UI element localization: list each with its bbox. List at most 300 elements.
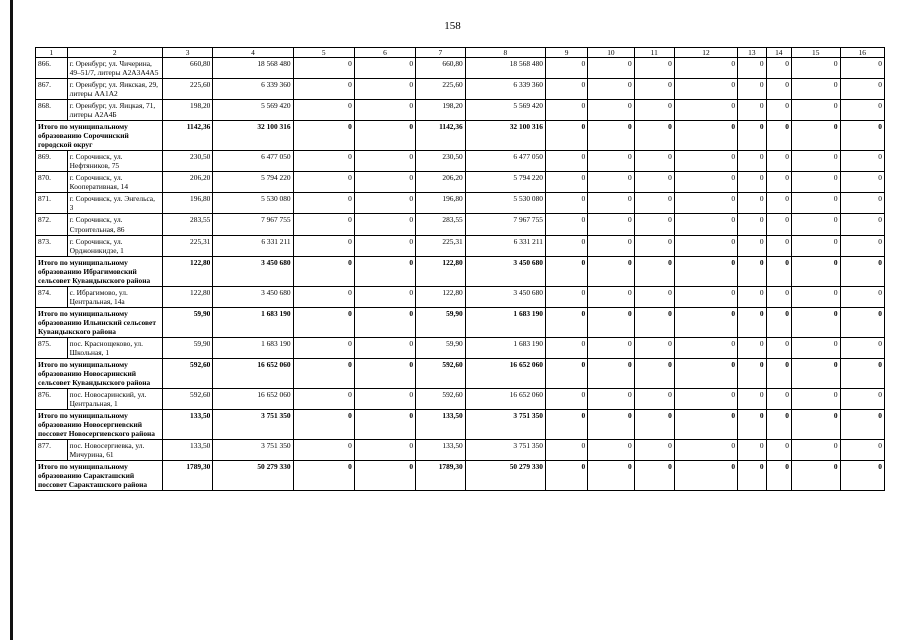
value-cell: 3 751 350 — [213, 410, 293, 440]
value-cell: 0 — [791, 440, 840, 461]
value-cell: 0 — [545, 286, 587, 307]
value-cell: 0 — [545, 121, 587, 151]
value-cell: 16 652 060 — [465, 389, 545, 410]
value-cell: 6 339 360 — [465, 79, 545, 100]
value-cell: 1 683 190 — [465, 337, 545, 358]
value-cell: 0 — [738, 286, 767, 307]
value-cell: 16 652 060 — [465, 358, 545, 388]
value-cell: 0 — [293, 286, 354, 307]
value-cell: 1789,30 — [416, 461, 466, 491]
value-cell: 0 — [293, 235, 354, 256]
value-cell: 122,80 — [162, 286, 213, 307]
column-header: 10 — [588, 48, 634, 58]
value-cell: 0 — [545, 358, 587, 388]
value-cell: 592,60 — [416, 389, 466, 410]
value-cell: 0 — [588, 410, 634, 440]
table-row — [36, 214, 885, 235]
value-cell: 0 — [766, 307, 791, 337]
subtotal-label: Итого по муниципальному образованию Новосергиевский поссовет Новосергиевского района — [36, 410, 163, 440]
subtotal-row — [36, 461, 885, 491]
value-cell: 1 683 190 — [465, 307, 545, 337]
value-cell: 0 — [791, 256, 840, 286]
address-cell: г. Сорочинск, ул. Орджоникидзе, 1 — [67, 235, 162, 256]
value-cell: 196,80 — [416, 193, 466, 214]
value-cell: 1 683 190 — [213, 337, 293, 358]
table-row — [36, 100, 885, 121]
value-cell: 0 — [293, 337, 354, 358]
value-cell: 0 — [766, 121, 791, 151]
value-cell: 32 100 316 — [213, 121, 293, 151]
value-cell: 0 — [588, 58, 634, 79]
value-cell: 0 — [674, 79, 737, 100]
value-cell: 0 — [293, 100, 354, 121]
table-row — [36, 389, 885, 410]
subtotal-label: Итого по муниципальному образованию Сорочинский городской округ — [36, 121, 163, 151]
column-header: 16 — [840, 48, 884, 58]
value-cell: 0 — [738, 307, 767, 337]
address-cell: г. Сорочинск, ул. Строительная, 86 — [67, 214, 162, 235]
value-cell: 16 652 060 — [213, 389, 293, 410]
address-cell: г. Оренбург, ул. Яицкая, 71, литеры А2А4Б — [67, 100, 162, 121]
value-cell: 0 — [545, 235, 587, 256]
value-cell: 3 751 350 — [465, 440, 545, 461]
value-cell: 59,90 — [162, 337, 213, 358]
column-header: 5 — [293, 48, 354, 58]
subtotal-row — [36, 121, 885, 151]
value-cell: 0 — [766, 193, 791, 214]
subtotal-row — [36, 256, 885, 286]
value-cell: 0 — [766, 389, 791, 410]
table-row — [36, 193, 885, 214]
value-cell: 0 — [354, 151, 415, 172]
value-cell: 0 — [545, 100, 587, 121]
value-cell: 0 — [738, 440, 767, 461]
value-cell: 0 — [588, 337, 634, 358]
value-cell: 0 — [766, 286, 791, 307]
value-cell: 0 — [634, 58, 674, 79]
table-row — [36, 79, 885, 100]
value-cell: 0 — [293, 193, 354, 214]
value-cell: 0 — [738, 79, 767, 100]
value-cell: 0 — [791, 58, 840, 79]
value-cell: 0 — [588, 79, 634, 100]
value-cell: 0 — [738, 389, 767, 410]
subtotal-label: Итого по муниципальному образованию Новосаринский сельсовет Кувандыкского района — [36, 358, 163, 388]
value-cell: 122,80 — [416, 286, 466, 307]
value-cell: 0 — [674, 440, 737, 461]
value-cell: 0 — [738, 121, 767, 151]
value-cell: 0 — [545, 193, 587, 214]
column-header: 2 — [67, 48, 162, 58]
subtotal-label: Итого по муниципальному образованию Ильинский сельсовет Кувандыкского района — [36, 307, 163, 337]
value-cell: 230,50 — [416, 151, 466, 172]
value-cell: 660,80 — [162, 58, 213, 79]
value-cell: 0 — [766, 151, 791, 172]
column-header: 1 — [36, 48, 68, 58]
row-number: 873. — [36, 235, 68, 256]
value-cell: 0 — [791, 307, 840, 337]
value-cell: 0 — [766, 358, 791, 388]
value-cell: 0 — [840, 235, 884, 256]
value-cell: 0 — [588, 100, 634, 121]
address-cell: г. Сорочинск, ул. Нефтяников, 75 — [67, 151, 162, 172]
value-cell: 0 — [840, 461, 884, 491]
value-cell: 0 — [588, 286, 634, 307]
value-cell: 6 477 050 — [213, 151, 293, 172]
value-cell: 0 — [840, 214, 884, 235]
value-cell: 0 — [634, 389, 674, 410]
value-cell: 0 — [766, 79, 791, 100]
value-cell: 0 — [588, 121, 634, 151]
value-cell: 3 450 680 — [465, 286, 545, 307]
value-cell: 6 331 211 — [213, 235, 293, 256]
table-row — [36, 58, 885, 79]
value-cell: 0 — [840, 121, 884, 151]
value-cell: 0 — [840, 358, 884, 388]
value-cell: 0 — [766, 410, 791, 440]
address-cell: г. Оренбург, ул. Чичерина, 49–51/7, литеры А2А3А4А5 — [67, 58, 162, 79]
value-cell: 0 — [791, 151, 840, 172]
value-cell: 592,60 — [162, 358, 213, 388]
row-number: 874. — [36, 286, 68, 307]
value-cell: 0 — [634, 440, 674, 461]
value-cell: 5 530 080 — [213, 193, 293, 214]
value-cell: 0 — [738, 58, 767, 79]
row-number: 877. — [36, 440, 68, 461]
value-cell: 0 — [588, 172, 634, 193]
column-header: 11 — [634, 48, 674, 58]
value-cell: 0 — [766, 461, 791, 491]
value-cell: 5 794 220 — [465, 172, 545, 193]
value-cell: 0 — [588, 151, 634, 172]
value-cell: 0 — [354, 389, 415, 410]
value-cell: 0 — [634, 214, 674, 235]
value-cell: 0 — [840, 100, 884, 121]
row-number: 869. — [36, 151, 68, 172]
value-cell: 0 — [674, 307, 737, 337]
value-cell: 0 — [738, 358, 767, 388]
value-cell: 0 — [738, 461, 767, 491]
value-cell: 0 — [545, 410, 587, 440]
value-cell: 0 — [674, 121, 737, 151]
value-cell: 283,55 — [162, 214, 213, 235]
address-cell: с. Ибрагимово, ул. Центральная, 14а — [67, 286, 162, 307]
table-body — [36, 58, 885, 491]
value-cell: 0 — [840, 193, 884, 214]
value-cell: 0 — [293, 389, 354, 410]
value-cell: 0 — [674, 461, 737, 491]
value-cell: 0 — [791, 235, 840, 256]
value-cell: 0 — [588, 461, 634, 491]
value-cell: 18 568 480 — [465, 58, 545, 79]
subtotal-label: Итого по муниципальному образованию Ибрагимовский сельсовет Кувандыкского района — [36, 256, 163, 286]
value-cell: 0 — [738, 100, 767, 121]
value-cell: 6 477 050 — [465, 151, 545, 172]
value-cell: 0 — [354, 286, 415, 307]
value-cell: 0 — [545, 79, 587, 100]
value-cell: 0 — [354, 337, 415, 358]
value-cell: 0 — [354, 172, 415, 193]
subtotal-row — [36, 410, 885, 440]
value-cell: 0 — [840, 307, 884, 337]
value-cell: 225,31 — [416, 235, 466, 256]
value-cell: 0 — [634, 461, 674, 491]
value-cell: 0 — [674, 410, 737, 440]
value-cell: 0 — [634, 410, 674, 440]
value-cell: 122,80 — [162, 256, 213, 286]
value-cell: 225,60 — [416, 79, 466, 100]
value-cell: 0 — [293, 307, 354, 337]
value-cell: 0 — [766, 235, 791, 256]
subtotal-row — [36, 358, 885, 388]
value-cell: 0 — [588, 358, 634, 388]
value-cell: 0 — [840, 337, 884, 358]
value-cell: 0 — [545, 389, 587, 410]
value-cell: 0 — [588, 235, 634, 256]
value-cell: 0 — [791, 79, 840, 100]
value-cell: 0 — [634, 100, 674, 121]
address-cell: г. Оренбург, ул. Яикская, 29, литеры АА1А2 — [67, 79, 162, 100]
value-cell: 0 — [634, 286, 674, 307]
value-cell: 0 — [354, 79, 415, 100]
value-cell: 0 — [840, 389, 884, 410]
address-cell: г. Сорочинск, ул. Кооперативная, 14 — [67, 172, 162, 193]
row-number: 870. — [36, 172, 68, 193]
value-cell: 133,50 — [416, 410, 466, 440]
value-cell: 0 — [840, 151, 884, 172]
value-cell: 0 — [545, 337, 587, 358]
value-cell: 592,60 — [416, 358, 466, 388]
value-cell: 206,20 — [162, 172, 213, 193]
page-number: 158 — [444, 20, 461, 32]
value-cell: 0 — [545, 461, 587, 491]
value-cell: 230,50 — [162, 151, 213, 172]
value-cell: 0 — [293, 440, 354, 461]
value-cell: 0 — [293, 358, 354, 388]
value-cell: 3 751 350 — [213, 440, 293, 461]
value-cell: 0 — [791, 410, 840, 440]
value-cell: 5 569 420 — [213, 100, 293, 121]
value-cell: 0 — [738, 410, 767, 440]
value-cell: 0 — [293, 121, 354, 151]
value-cell: 0 — [354, 214, 415, 235]
value-cell: 0 — [634, 256, 674, 286]
value-cell: 206,20 — [416, 172, 466, 193]
value-cell: 133,50 — [162, 440, 213, 461]
value-cell: 0 — [840, 58, 884, 79]
value-cell: 0 — [674, 172, 737, 193]
value-cell: 0 — [545, 256, 587, 286]
data-table — [35, 47, 885, 491]
value-cell: 0 — [634, 193, 674, 214]
value-cell: 0 — [293, 256, 354, 286]
value-cell: 0 — [588, 256, 634, 286]
value-cell: 0 — [354, 307, 415, 337]
value-cell: 0 — [766, 337, 791, 358]
value-cell: 50 279 330 — [465, 461, 545, 491]
value-cell: 3 450 680 — [465, 256, 545, 286]
value-cell: 0 — [766, 256, 791, 286]
value-cell: 0 — [674, 286, 737, 307]
column-header: 7 — [416, 48, 466, 58]
value-cell: 198,20 — [162, 100, 213, 121]
value-cell: 133,50 — [416, 440, 466, 461]
value-cell: 0 — [354, 440, 415, 461]
value-cell: 5 794 220 — [213, 172, 293, 193]
table-row — [36, 337, 885, 358]
value-cell: 0 — [791, 337, 840, 358]
value-cell: 0 — [634, 235, 674, 256]
value-cell: 133,50 — [162, 410, 213, 440]
value-cell: 0 — [354, 100, 415, 121]
value-cell: 198,20 — [416, 100, 466, 121]
value-cell: 59,90 — [162, 307, 213, 337]
value-cell: 0 — [674, 358, 737, 388]
subtotal-row — [36, 307, 885, 337]
table-row — [36, 235, 885, 256]
value-cell: 5 530 080 — [465, 193, 545, 214]
column-header: 15 — [791, 48, 840, 58]
value-cell: 3 751 350 — [465, 410, 545, 440]
subtotal-label: Итого по муниципальному образованию Саракташский поссовет Саракташского района — [36, 461, 163, 491]
row-number: 868. — [36, 100, 68, 121]
value-cell: 1 683 190 — [213, 307, 293, 337]
value-cell: 0 — [738, 235, 767, 256]
value-cell: 0 — [354, 358, 415, 388]
value-cell: 0 — [738, 151, 767, 172]
value-cell: 50 279 330 — [213, 461, 293, 491]
column-header: 14 — [766, 48, 791, 58]
value-cell: 0 — [354, 58, 415, 79]
value-cell: 0 — [634, 79, 674, 100]
column-header: 4 — [213, 48, 293, 58]
value-cell: 0 — [293, 461, 354, 491]
value-cell: 0 — [634, 358, 674, 388]
value-cell: 0 — [738, 193, 767, 214]
value-cell: 196,80 — [162, 193, 213, 214]
value-cell: 16 652 060 — [213, 358, 293, 388]
value-cell: 3 450 680 — [213, 286, 293, 307]
address-cell: пос. Краснощеково, ул. Школьная, 1 — [67, 337, 162, 358]
value-cell: 0 — [738, 172, 767, 193]
value-cell: 0 — [588, 307, 634, 337]
value-cell: 6 331 211 — [465, 235, 545, 256]
header-row — [36, 48, 885, 58]
column-header: 13 — [738, 48, 767, 58]
value-cell: 0 — [293, 172, 354, 193]
value-cell: 0 — [588, 193, 634, 214]
row-number: 872. — [36, 214, 68, 235]
value-cell: 0 — [791, 358, 840, 388]
value-cell: 0 — [293, 58, 354, 79]
value-cell: 0 — [791, 172, 840, 193]
value-cell: 0 — [545, 151, 587, 172]
value-cell: 1789,30 — [162, 461, 213, 491]
value-cell: 7 967 755 — [213, 214, 293, 235]
value-cell: 0 — [791, 286, 840, 307]
value-cell: 0 — [588, 440, 634, 461]
value-cell: 0 — [354, 193, 415, 214]
address-cell: пос. Новосаринский, ул. Центральная, 1 — [67, 389, 162, 410]
value-cell: 0 — [791, 461, 840, 491]
value-cell: 1142,36 — [162, 121, 213, 151]
value-cell: 0 — [766, 58, 791, 79]
value-cell: 0 — [738, 214, 767, 235]
value-cell: 0 — [293, 79, 354, 100]
value-cell: 0 — [738, 337, 767, 358]
address-cell: г. Сорочинск, ул. Энгельса, 3 — [67, 193, 162, 214]
value-cell: 0 — [545, 214, 587, 235]
value-cell: 0 — [674, 256, 737, 286]
value-cell: 0 — [588, 214, 634, 235]
value-cell: 0 — [293, 410, 354, 440]
value-cell: 660,80 — [416, 58, 466, 79]
value-cell: 6 339 360 — [213, 79, 293, 100]
column-header: 8 — [465, 48, 545, 58]
value-cell: 32 100 316 — [465, 121, 545, 151]
row-number: 866. — [36, 58, 68, 79]
value-cell: 0 — [634, 172, 674, 193]
column-header: 9 — [545, 48, 587, 58]
value-cell: 0 — [354, 410, 415, 440]
column-header: 12 — [674, 48, 737, 58]
value-cell: 0 — [354, 235, 415, 256]
value-cell: 0 — [840, 172, 884, 193]
value-cell: 0 — [354, 256, 415, 286]
value-cell: 0 — [545, 307, 587, 337]
value-cell: 0 — [674, 151, 737, 172]
value-cell: 7 967 755 — [465, 214, 545, 235]
table-row — [36, 286, 885, 307]
value-cell: 0 — [766, 172, 791, 193]
column-header: 3 — [162, 48, 213, 58]
row-number: 875. — [36, 337, 68, 358]
row-number: 871. — [36, 193, 68, 214]
value-cell: 0 — [791, 389, 840, 410]
value-cell: 122,80 — [416, 256, 466, 286]
value-cell: 0 — [840, 286, 884, 307]
value-cell: 0 — [791, 121, 840, 151]
value-cell: 0 — [674, 193, 737, 214]
value-cell: 0 — [634, 307, 674, 337]
value-cell: 0 — [791, 193, 840, 214]
value-cell: 0 — [840, 256, 884, 286]
value-cell: 0 — [674, 214, 737, 235]
value-cell: 0 — [674, 389, 737, 410]
value-cell: 0 — [545, 58, 587, 79]
value-cell: 592,60 — [162, 389, 213, 410]
value-cell: 0 — [674, 337, 737, 358]
value-cell: 0 — [545, 172, 587, 193]
value-cell: 0 — [634, 151, 674, 172]
value-cell: 0 — [840, 79, 884, 100]
value-cell: 0 — [766, 440, 791, 461]
value-cell: 0 — [840, 440, 884, 461]
value-cell: 0 — [674, 235, 737, 256]
table-row — [36, 151, 885, 172]
table-row — [36, 172, 885, 193]
value-cell: 3 450 680 — [213, 256, 293, 286]
value-cell: 0 — [766, 214, 791, 235]
row-number: 867. — [36, 79, 68, 100]
value-cell: 0 — [791, 214, 840, 235]
value-cell: 225,31 — [162, 235, 213, 256]
value-cell: 1142,36 — [416, 121, 466, 151]
value-cell: 18 568 480 — [213, 58, 293, 79]
value-cell: 0 — [588, 389, 634, 410]
value-cell: 0 — [545, 440, 587, 461]
value-cell: 0 — [738, 256, 767, 286]
